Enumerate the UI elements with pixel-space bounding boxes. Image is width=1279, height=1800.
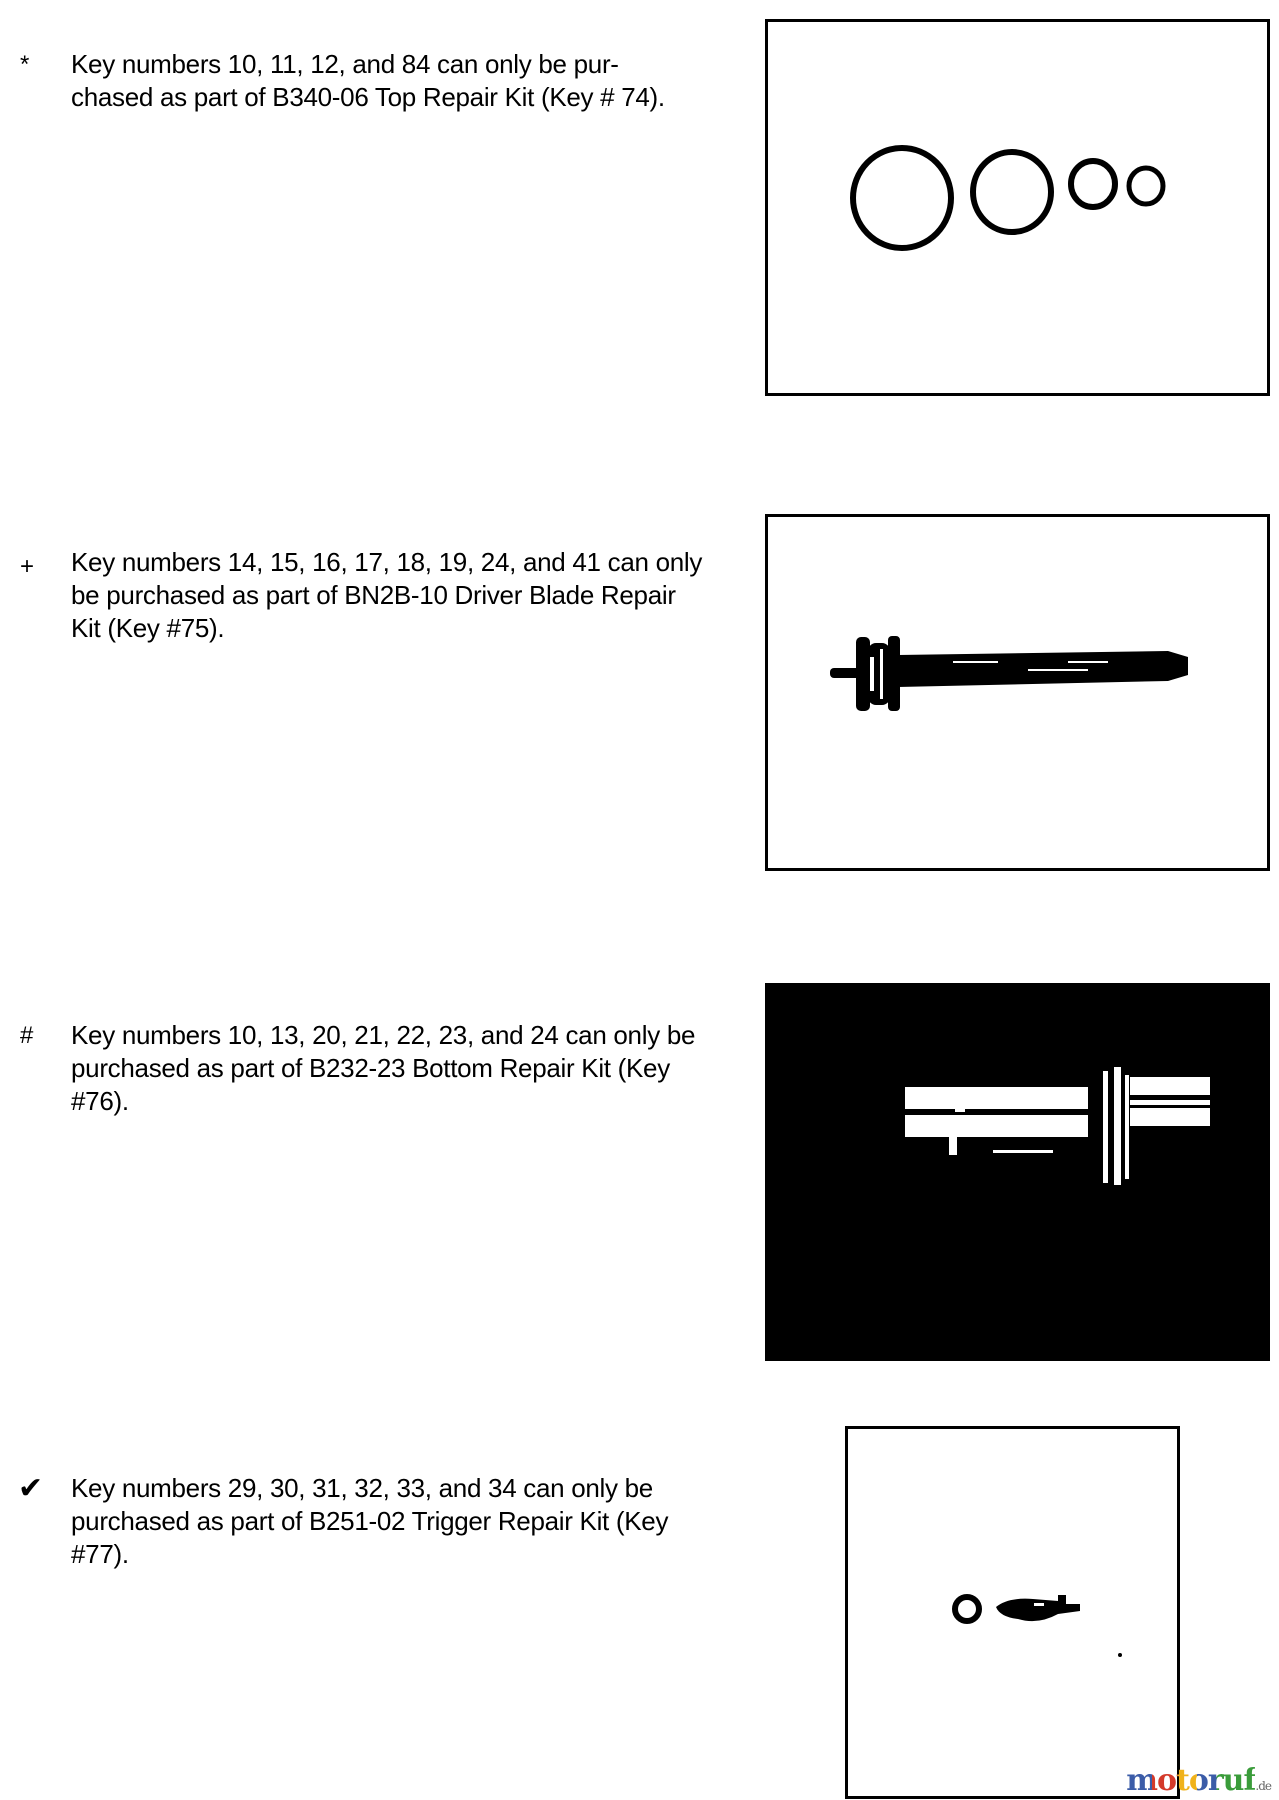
note-text: Key numbers 14, 15, 16, 17, 18, 19, 24, and 41 can only be purchased as part of BN2B-10 Driver Blade Repair Kit (Key #75). <box>71 547 703 643</box>
note-marker: * <box>20 51 30 78</box>
o-ring-set-icon <box>768 22 1267 393</box>
watermark <box>1126 1763 1271 1798</box>
note-text: Key numbers 10, 11, 12, and 84 can only be pur- chased as part of B340-06 Top Repair Kit (Key # 74). <box>71 49 665 112</box>
watermark-brand: motoruf <box>1126 1763 1256 1798</box>
driver-blade-icon <box>768 517 1267 868</box>
note-marker: + <box>20 553 35 580</box>
note-text: Key numbers 10, 13, 20, 21, 22, 23, and 24 can only be purchased as part of B232-23 Bottom Repair Kit (Key #76). <box>71 1020 696 1116</box>
figure-trigger-parts <box>845 1426 1180 1799</box>
note-marker: # <box>20 1022 34 1049</box>
figure-o-rings <box>765 19 1270 396</box>
watermark-tld: .de <box>1255 1779 1271 1793</box>
figure-bottom-piston <box>765 983 1270 1361</box>
note-text: Key numbers 29, 30, 31, 32, 33, and 34 can only be purchased as part of B251-02 Trigger Repair Kit (Key #77). <box>71 1473 669 1569</box>
note-marker: ✔ <box>18 1472 44 1505</box>
figure-driver-blade <box>765 514 1270 871</box>
trigger-parts-icon <box>848 1429 1177 1796</box>
bottom-piston-icon <box>765 983 1270 1361</box>
